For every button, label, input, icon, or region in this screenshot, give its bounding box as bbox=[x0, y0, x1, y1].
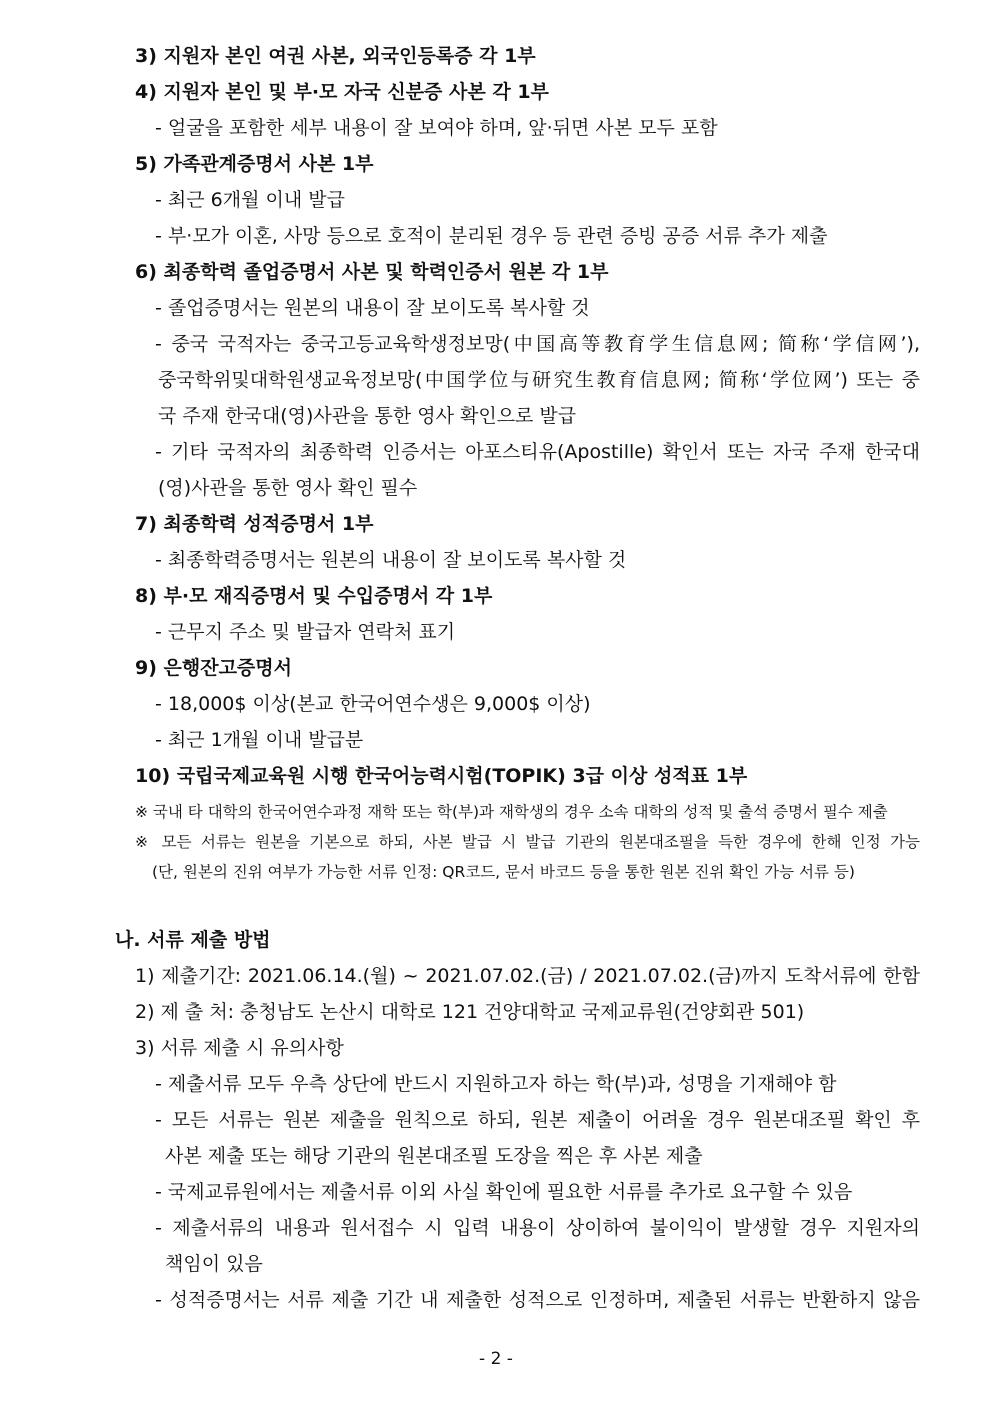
item-5-note-2: - 부·모가 이혼, 사망 등으로 호적이 분리된 경우 등 관련 증빙 공증 서류 추가 제출 bbox=[155, 225, 828, 247]
item-6-note-2-line-2: 중국학위및대학원생교육정보망(中国学位与研究生教育信息网; 简称‘学位网’) 또는 중 bbox=[158, 369, 920, 391]
item-6-heading: 6) 최종학력 졸업증명서 사본 및 학력인증서 원본 각 1부 bbox=[135, 261, 609, 283]
page-number: - 2 - bbox=[479, 1349, 513, 1369]
item-9-note-1: - 18,000$ 이상(본교 한국어연수생은 9,000$ 이상) bbox=[155, 693, 591, 715]
item-3-heading: 3) 지원자 본인 여권 사본, 외국인등록증 각 1부 bbox=[135, 45, 536, 67]
item-7-heading: 7) 최종학력 성적증명서 1부 bbox=[135, 513, 374, 535]
submission-note-2-line-1: - 모든 서류는 원본 제출을 원칙으로 하되, 원본 제출이 어려울 경우 원본대조필 확인 후 bbox=[155, 1109, 920, 1131]
remark-1: ※ 국내 타 대학의 한국어연수과정 재학 또는 학(부)과 재학생의 경우 소속 대학의 성적 및 출석 증명서 필수 제출 bbox=[135, 803, 888, 821]
submission-period: 1) 제출기간: 2021.06.14.(월) ~ 2021.07.02.(금) / 2021.07.02.(금)까지 도착서류에 한함 bbox=[135, 965, 920, 987]
submission-note-4-line-1: - 제출서류의 내용과 원서접수 시 입력 내용이 상이하여 불이익이 발생할 경우 지원자의 bbox=[155, 1217, 920, 1239]
item-10-heading: 10) 국립국제교육원 시행 한국어능력시험(TOPIK) 3급 이상 성적표 1부 bbox=[135, 765, 748, 787]
submission-notes-heading: 3) 서류 제출 시 유의사항 bbox=[135, 1037, 344, 1059]
item-6-note-3-line-1: - 기타 국적자의 최종학력 인증서는 아포스티유(Apostille) 확인서 또는 자국 주재 한국대 bbox=[155, 441, 920, 463]
remark-2-detail: (단, 원본의 진위 여부가 가능한 서류 인정: QR코드, 문서 바코드 등을 통한 원본 진위 확인 가능 서류 등) bbox=[152, 863, 855, 881]
item-6-note-1: - 졸업증명서는 원본의 내용이 잘 보이도록 복사할 것 bbox=[155, 297, 590, 319]
item-4-note: - 얼굴을 포함한 세부 내용이 잘 보여야 하며, 앞·뒤면 사본 모두 포함 bbox=[155, 117, 718, 139]
submission-note-2-line-2: 사본 제출 또는 해당 기관의 원본대조필 도장을 찍은 후 사본 제출 bbox=[165, 1145, 703, 1167]
item-9-heading: 9) 은행잔고증명서 bbox=[135, 657, 292, 679]
submission-note-5: - 성적증명서는 서류 제출 기간 내 제출한 성적으로 인정하며, 제출된 서류는 반환하지 않음 bbox=[155, 1289, 920, 1311]
submission-note-4-line-2: 책임이 있음 bbox=[165, 1253, 263, 1275]
item-9-note-2: - 최근 1개월 이내 발급분 bbox=[155, 729, 364, 751]
remark-2: ※ 모든 서류는 원본을 기본으로 하되, 사본 발급 시 발급 기관의 원본대조필을 득한 경우에 한해 인정 가능 bbox=[135, 833, 920, 851]
item-8-note: - 근무지 주소 및 발급자 연락처 표기 bbox=[155, 621, 456, 643]
item-5-note-1: - 최근 6개월 이내 발급 bbox=[155, 189, 345, 211]
item-8-heading: 8) 부·모 재직증명서 및 수입증명서 각 1부 bbox=[135, 585, 493, 607]
item-5-heading: 5) 가족관계증명서 사본 1부 bbox=[135, 153, 374, 175]
submission-place: 2) 제 출 처: 충청남도 논산시 대학로 121 건양대학교 국제교류원(건양회관 501) bbox=[135, 1001, 805, 1023]
item-6-note-2-line-1: - 중국 국적자는 중국고등교육학생정보망(中国高等教育学生信息网; 简称‘学信网’), bbox=[155, 333, 920, 355]
section-heading-submission-method: 나. 서류 제출 방법 bbox=[115, 929, 271, 951]
submission-note-3: - 국제교류원에서는 제출서류 이외 사실 확인에 필요한 서류를 추가로 요구할 수 있음 bbox=[155, 1181, 853, 1203]
item-4-heading: 4) 지원자 본인 및 부·모 자국 신분증 사본 각 1부 bbox=[135, 81, 549, 103]
item-6-note-3-line-2: (영)사관을 통한 영사 확인 필수 bbox=[158, 477, 418, 499]
item-7-note: - 최종학력증명서는 원본의 내용이 잘 보이도록 복사할 것 bbox=[155, 549, 627, 571]
submission-note-1: - 제출서류 모두 우측 상단에 반드시 지원하고자 하는 학(부)과, 성명을 기재해야 함 bbox=[155, 1073, 837, 1095]
item-6-note-2-line-3: 국 주재 한국대(영)사관을 통한 영사 확인으로 발급 bbox=[158, 405, 577, 427]
